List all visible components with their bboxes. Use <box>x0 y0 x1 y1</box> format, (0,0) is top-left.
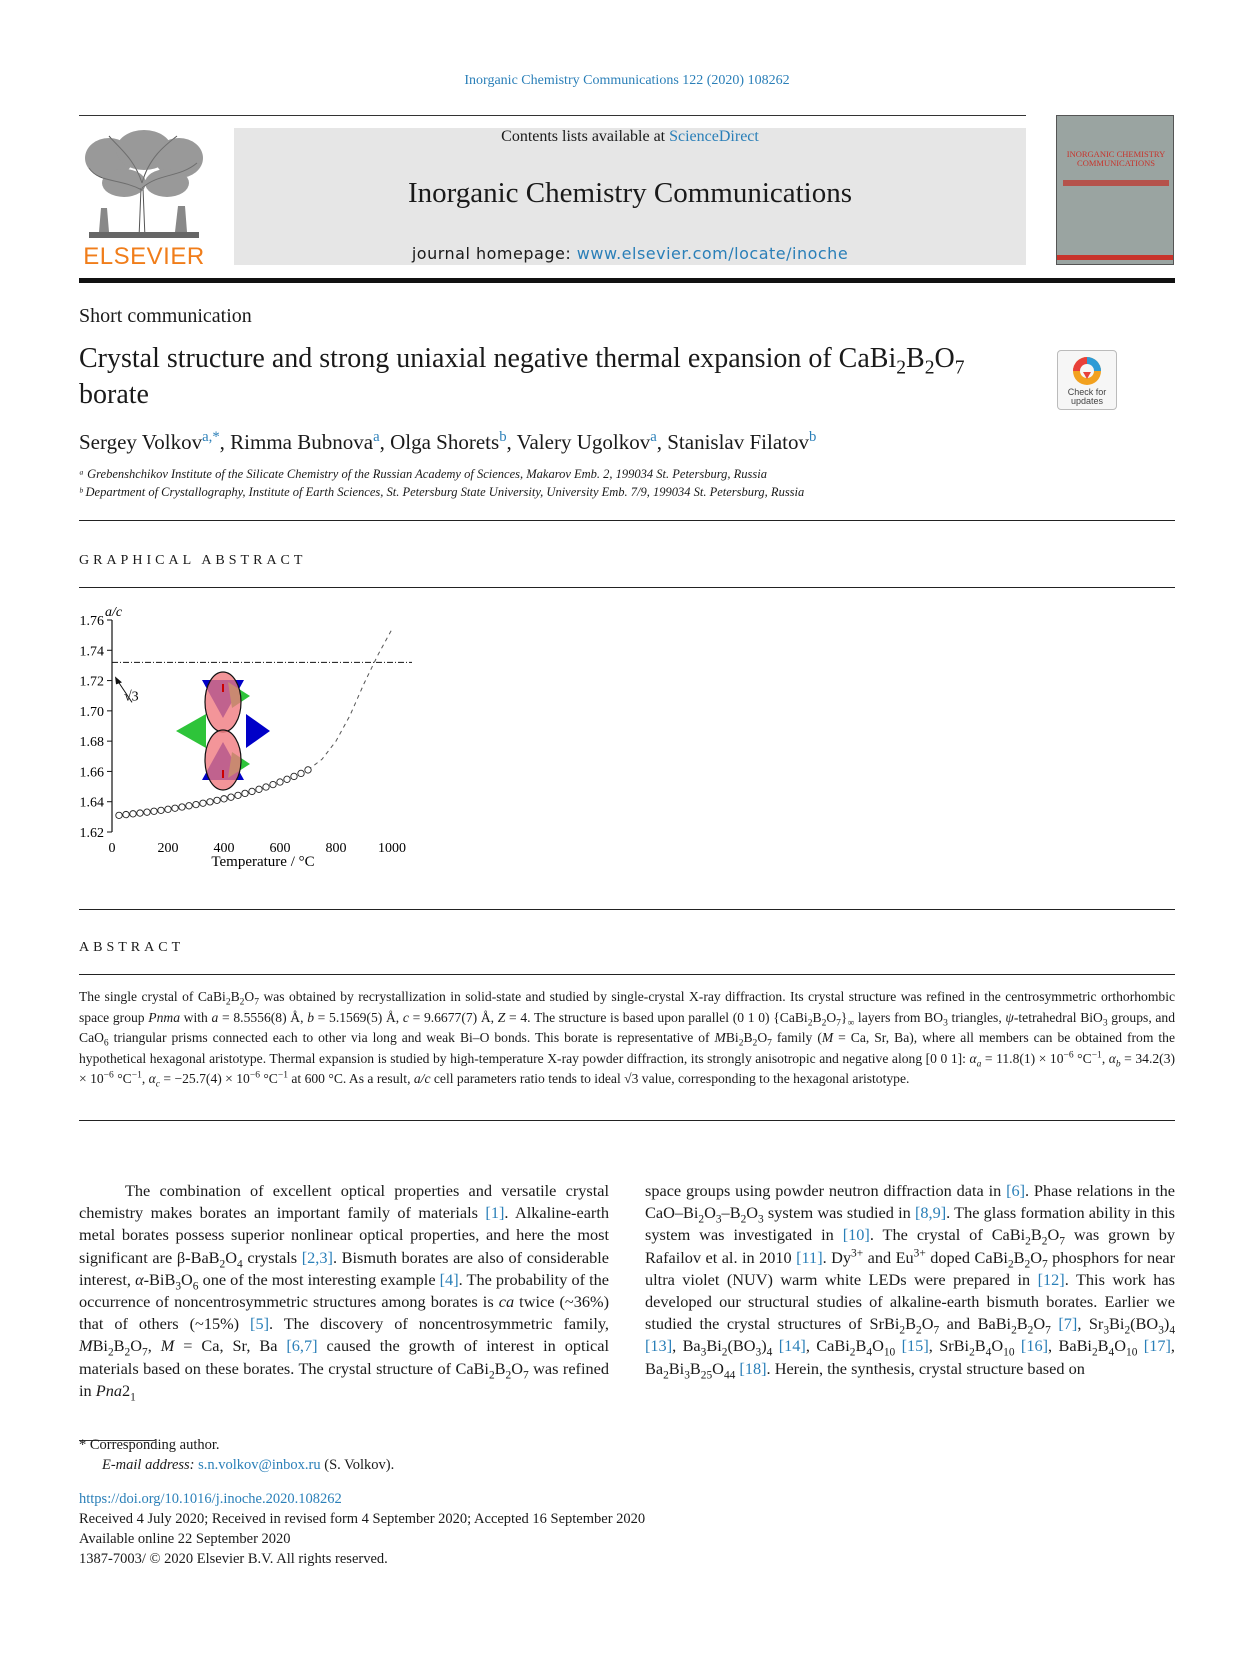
data-point <box>221 796 227 802</box>
data-point <box>179 804 185 810</box>
section-rule <box>79 520 1175 521</box>
cover-stripe <box>1063 180 1169 186</box>
data-point <box>263 784 269 790</box>
data-point <box>228 794 234 800</box>
available-online: Available online 22 September 2020 <box>79 1531 291 1547</box>
lone-pair-lobe-bottom <box>205 730 241 790</box>
data-point <box>305 767 311 773</box>
elsevier-wordmark: ELSEVIER <box>83 243 205 270</box>
y-tick-label: 1.74 <box>79 644 104 660</box>
data-point <box>116 812 122 818</box>
check-updates-icon <box>1058 351 1116 389</box>
x-tick-label: 200 <box>157 841 179 856</box>
elsevier-tree-icon <box>79 128 209 240</box>
blue-triangle-right <box>246 714 270 748</box>
sciencedirect-link[interactable]: ScienceDirect <box>669 128 759 145</box>
data-point <box>214 797 220 803</box>
data-point <box>291 773 297 779</box>
masthead-rule <box>79 115 1026 116</box>
x-axis-label: Temperature / °C <box>211 854 315 870</box>
check-for-updates-badge[interactable] <box>1057 350 1117 410</box>
elsevier-logo[interactable] <box>79 128 209 268</box>
data-point <box>165 806 171 812</box>
data-point <box>186 803 192 809</box>
email-line <box>102 1455 394 1475</box>
article-type: Short communication <box>79 305 252 327</box>
y-tick-label: 1.76 <box>79 614 104 629</box>
homepage-link[interactable]: www.elsevier.com/locate/inoche <box>576 244 849 263</box>
corresponding-author-note: * Corresponding author. <box>79 1437 220 1453</box>
data-point <box>284 776 290 782</box>
lone-pair-lobe-top <box>205 672 241 732</box>
data-point <box>193 801 199 807</box>
x-tick-label: 800 <box>325 841 347 856</box>
x-tick-label: 1000 <box>378 841 406 856</box>
crystal-structure-motif <box>176 672 270 790</box>
email-suffix: (S. Volkov). <box>320 1457 395 1473</box>
green-triangle-left <box>176 714 206 748</box>
section-rule <box>79 909 1175 910</box>
email-label: E-mail address: <box>102 1457 199 1473</box>
data-point <box>158 807 164 813</box>
affiliation-a: ᵃ Grebenshchikov Institute of the Silicate Chemistry of the Russian Academy of Sciences, Makarov Emb. 2, 199034 St. Petersburg, Russia <box>79 467 767 481</box>
affiliation-b: ᵇ Department of Crystallography, Institute of Earth Sciences, St. Petersburg State University, University Emb. 7/9, 199034 St. Petersburg, Russia <box>79 485 805 499</box>
data-point <box>200 800 206 806</box>
body-paragraph: space groups using powder neutron diffraction data in [6]. Phase relations in the CaO–$Bi_2O_3-B_2O_3$ system was studied in [8,9]. The glass formation ability in this system was investigated in [10]. The crystal of $CaBi_2B_2O_7$ was grown by Rafailov et al. in 2010 [11]. $Dy^{3+}$ and $Eu^{3+}$ doped $CaBi_2B_2O_7$ phosphors for near ultra violet (NUV) warm white LEDs were prepared in [12]. This work has developed our structural studies of alkaline-earth bismuth borates. Earlier we studied the crystal structures of $SrBi_2B_2O_7$ and $BaBi_2B_2O_7$ [7], $Sr_3Bi_2(BO_3)_4$ [13], $Ba_3Bi_2(BO_3)_4$ [14], $CaBi_2B_4O_{10}$ [15], $SrBi_2B_4O_{10}$ [16], $BaBi_2B_4O_{10}$ [17], $Ba_2Bi_3B_{25}O_{44}$ [18]. Herein, the synthesis, crystal structure based on <box>645 1181 1176 1381</box>
cover-bar <box>1057 255 1173 260</box>
body-paragraph: The combination of excellent optical properties and versatile crystal chemistry makes borates an important family of materials [1]. Alkaline-earth metal borates possess superior nonlinear optical properties, and here the most significant are $\beta-BaB_2O_4$ crystals [2,3]. Bismuth borates are also of considerable interest, $\alpha-BiB_3O_6$ one of the most interesting example [4]. The probability of the occurrence of noncentrosymmetric structures among borates is ca twice (~36%) that of others (~15%) [5]. The discovery of noncentrosymmetric family, $MBi_2B_2O_7$, M = Ca, Sr, Ba [6,7] caused the growth of interest in optical materials based on these borates. The crystal structure of $CaBi_2B_2O_7$ was refined in $Pna2_1$ <box>79 1181 610 1404</box>
received-dates: Received 4 July 2020; Received in revised form 4 September 2020; Accepted 16 September 2020 <box>79 1511 646 1527</box>
data-point <box>277 779 283 785</box>
section-rule <box>79 1120 1175 1121</box>
data-point <box>256 786 262 792</box>
data-point <box>151 808 157 814</box>
journal-cover-thumbnail[interactable] <box>1056 115 1174 265</box>
abstract-text: The single crystal of $CaBi_2B_2O_7$ was obtained by recrystallization in solid-state and studied by single-crystal X-ray diffraction. Its crystal structure was refined in the centrosymmetric orthorhombic space group Pnma with a = 8.5556(8) Å, b = 5.1569(5) Å, c = 9.6677(7) Å, Z = 4. The structure is based upon parallel (0 1 0) $\{CaBi_2B_2O_7\}_\infty$ layers from $BO_3$ triangles, ψ-tetrahedral BiO$_3$ groups, and CaO$_6$ triangular prisms connected each to other via long and weak Bi–O bonds. This borate is representative of $MBi_2B_2O_7$ family (M = Ca, Sr, Ba), where all members can be obtained from the hypothetical hexagonal aristotype. Thermal expansion is studied by high-temperature X-ray powder diffraction, its strongly anisotropic and negative along [0 0 1]: $\alpha_a = 11.8(1) \times 10^{-6}$ $^\circ C^{-1}$, $\alpha_b = 34.2(3) \times 10^{-6}$ $^\circ C^{-1}$, $\alpha_c = -25.7(4) \times 10^{-6}$ $^\circ C^{-1}$ at 600 °C. As a result, a/c cell parameters ratio tends to ideal √3 value, corresponding to the hexagonal aristotype. <box>79 989 1176 1090</box>
data-point <box>130 811 136 817</box>
header-thick-rule <box>79 278 1175 283</box>
section-rule <box>79 974 1175 975</box>
email-link[interactable]: s.n.volkov@inbox.ru <box>198 1457 321 1473</box>
contents-line <box>234 128 1026 146</box>
y-tick-label: 1.72 <box>79 674 104 690</box>
y-tick-label: 1.70 <box>79 704 104 720</box>
graphical-abstract-chart <box>70 600 450 880</box>
cover-title: INORGANIC CHEMISTRY COMMUNICATIONS <box>1066 149 1166 168</box>
y-axis-label: a/c <box>105 605 123 620</box>
abstract-heading: ABSTRACT <box>79 940 185 955</box>
data-point <box>242 790 248 796</box>
homepage-line <box>234 244 1026 263</box>
y-tick-label: 1.64 <box>79 795 104 811</box>
data-point <box>207 799 213 805</box>
data-point <box>172 805 178 811</box>
author-list[interactable]: Sergey Volkov$^{a,*}$, Rimma Bubnova$^a$, Olga Shorets$^b$, Valery Ugolkov$^a$, Stanislav Filatov$^b$ <box>79 429 817 454</box>
data-point <box>298 770 304 776</box>
data-point <box>249 788 255 794</box>
y-tick-label: 1.62 <box>79 826 104 841</box>
section-rule <box>79 587 1175 588</box>
check-updates-label: Check for updates <box>1067 387 1107 406</box>
homepage-prefix: journal homepage: <box>411 244 577 263</box>
sqrt3-label: √3 <box>124 689 139 705</box>
x-tick-label: 600 <box>269 841 291 856</box>
body-column-right <box>645 1180 1175 1380</box>
body-column-left <box>79 1180 609 1402</box>
data-point <box>270 781 276 787</box>
data-point <box>144 809 150 815</box>
doi-link[interactable]: https://doi.org/10.1016/j.inoche.2020.108262 <box>79 1491 342 1507</box>
copyright: 1387-7003/ © 2020 Elsevier B.V. All rights reserved. <box>79 1551 388 1567</box>
data-point <box>123 811 129 817</box>
x-tick-label: 0 <box>108 841 116 856</box>
x-tick-label: 400 <box>213 841 235 856</box>
y-tick-label: 1.66 <box>79 765 104 781</box>
extrapolation-curve <box>308 629 392 770</box>
data-point <box>235 792 241 798</box>
journal-reference[interactable]: Inorganic Chemistry Communications 122 (2020) 108262 <box>464 73 790 88</box>
data-point <box>137 810 143 816</box>
y-tick-label: 1.68 <box>79 735 104 751</box>
article-title: Crystal structure and strong uniaxial negative thermal expansion of $CaBi_2B_2O_7$ borate <box>79 343 965 410</box>
journal-title: Inorganic Chemistry Communications <box>407 177 853 209</box>
sqrt3-arrowhead <box>115 676 122 684</box>
journal-masthead <box>234 128 1026 265</box>
contents-prefix: Contents lists available at <box>501 128 670 145</box>
graphical-abstract-heading: GRAPHICAL ABSTRACT <box>79 553 307 568</box>
